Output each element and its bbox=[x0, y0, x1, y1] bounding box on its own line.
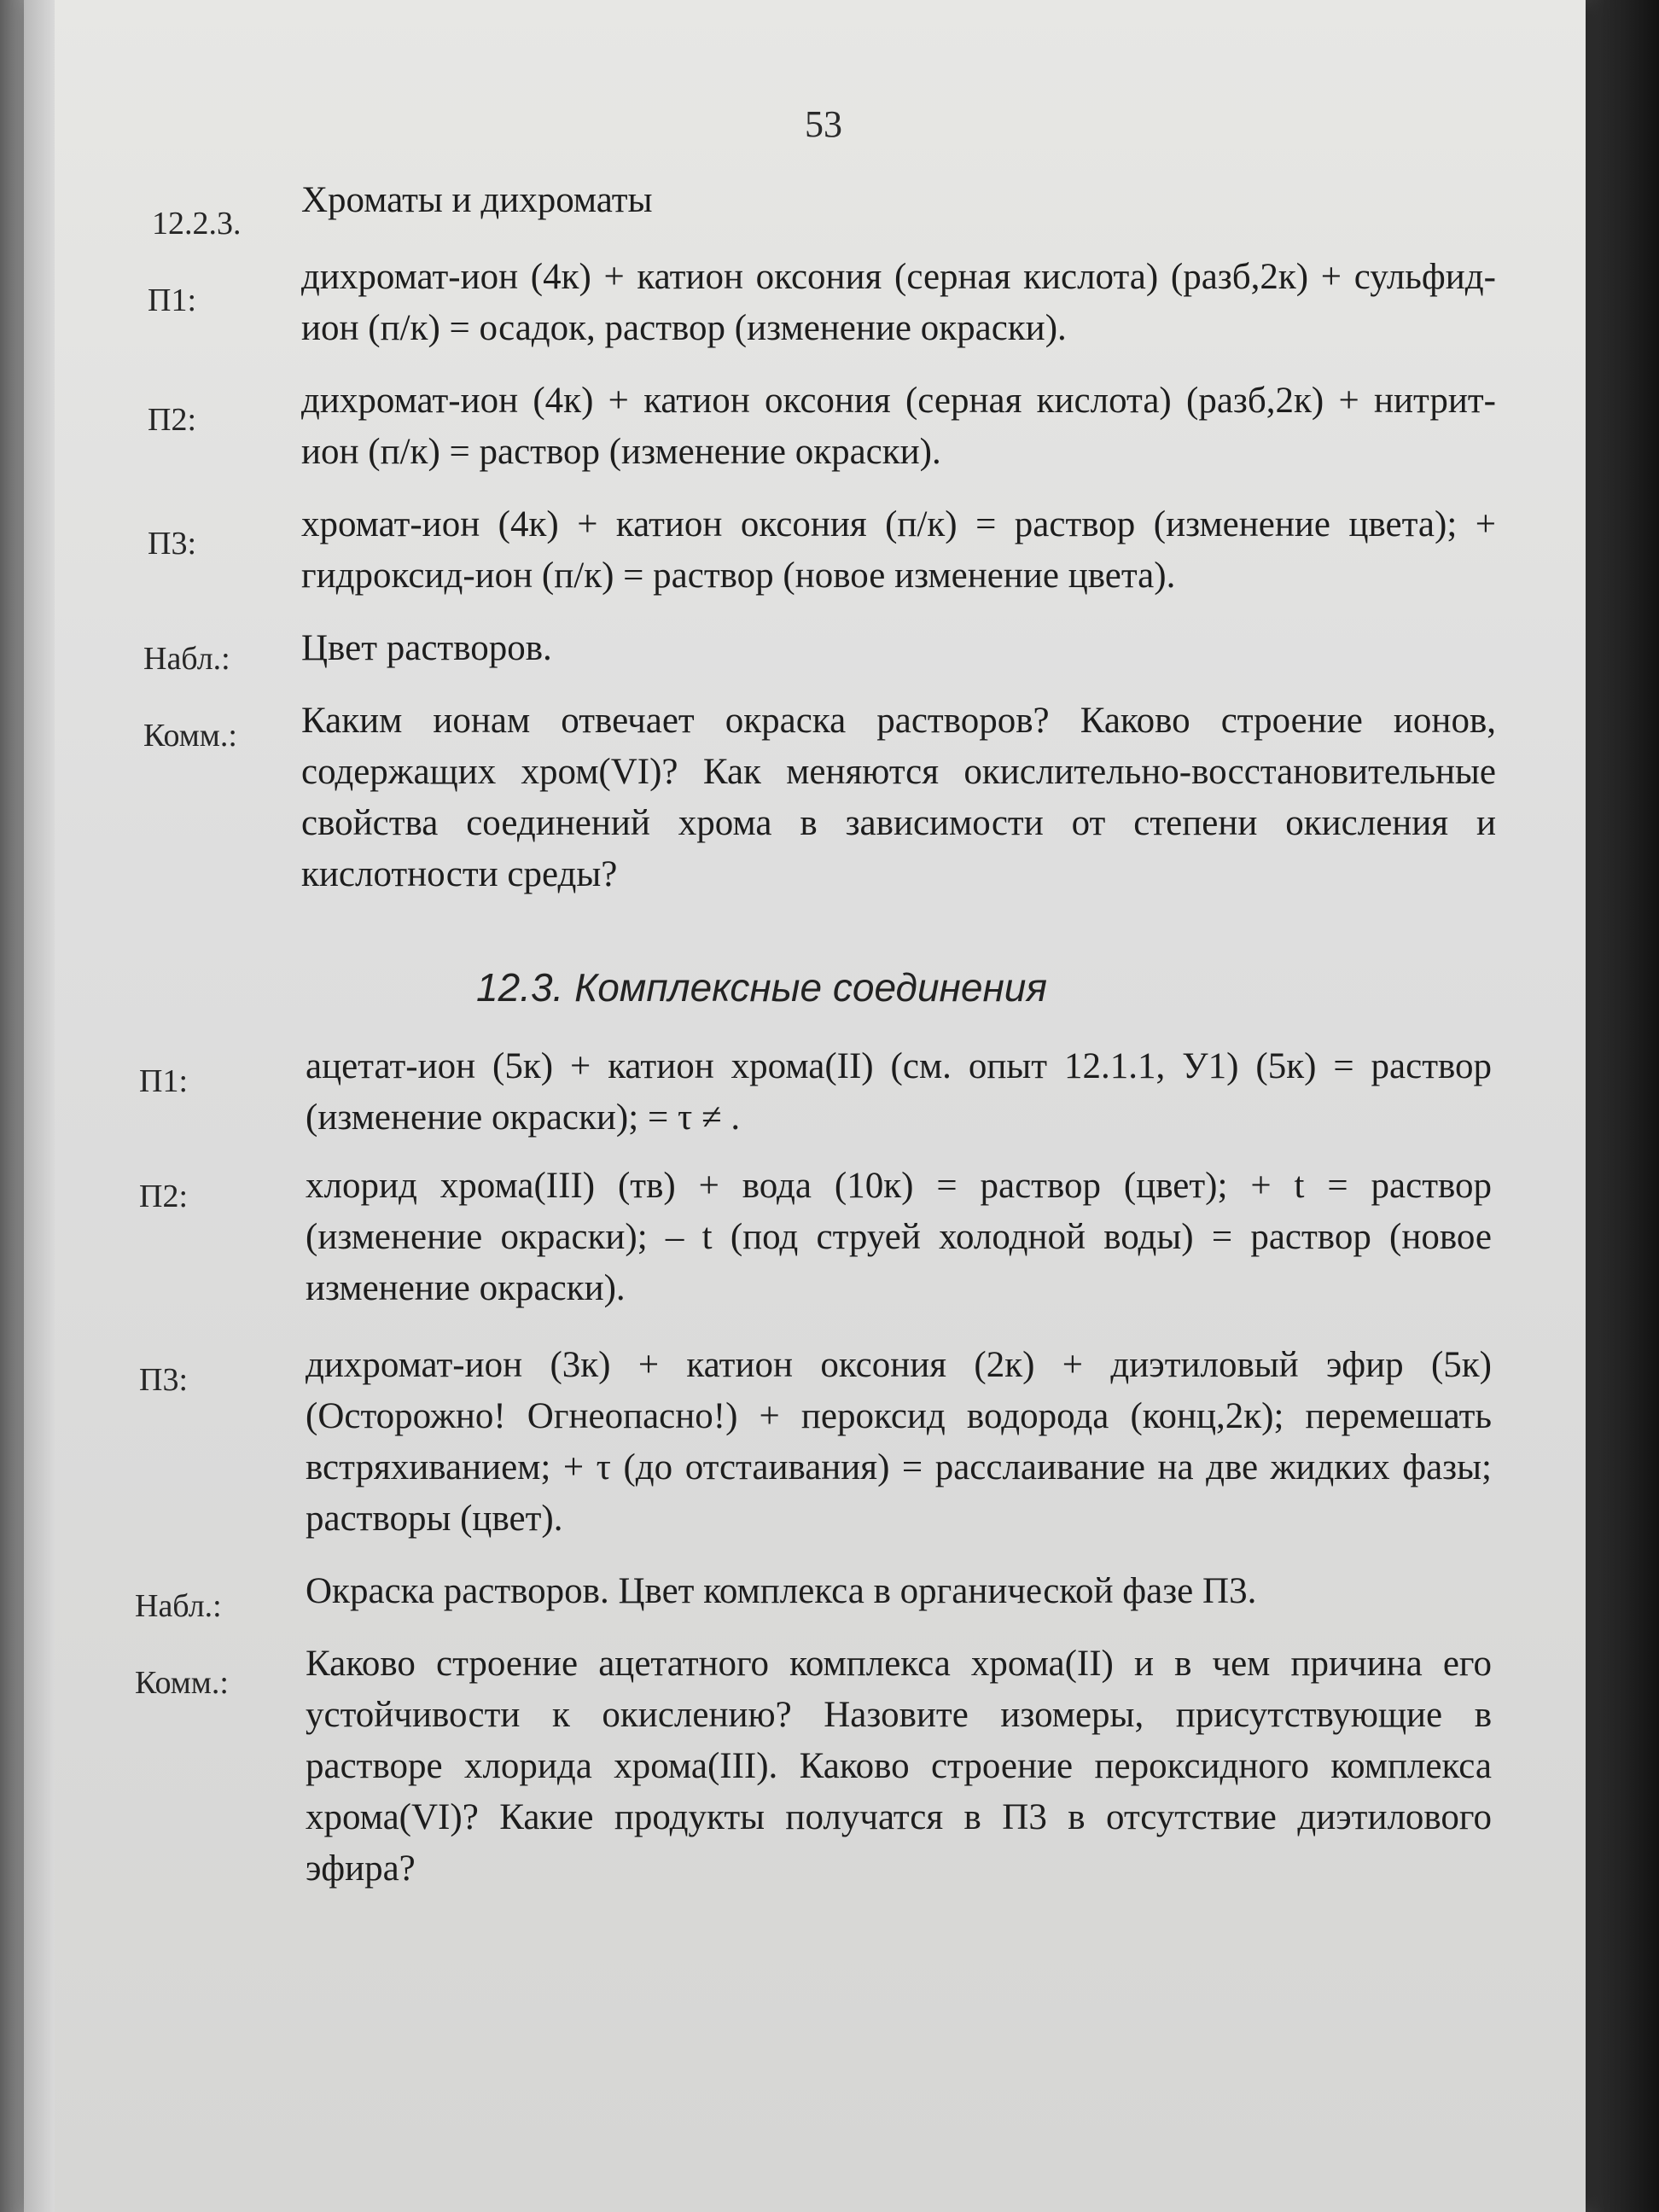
section-title: Хроматы и дихроматы bbox=[301, 180, 653, 220]
item-label: П3: bbox=[148, 526, 196, 562]
book-page bbox=[24, 0, 1586, 2212]
observation-label: Набл.: bbox=[143, 641, 230, 677]
observation-text: Цвет растворов. bbox=[301, 628, 552, 668]
comment-label: Комм.: bbox=[135, 1665, 229, 1701]
page-fold bbox=[24, 0, 55, 2212]
item-label: П1: bbox=[139, 1063, 188, 1099]
comment-text: Каково строение ацетатного комплекса хрома(II) и в чем причина его устойчивости к окислению? Назовите изомеры, присутствующие в растворе хлорида хрома(III). Каково строение пероксидного комплекса хрома(VI)? Какие продукты получатся в П3 в отсутствие диэтилового эфира? bbox=[306, 1644, 1492, 1889]
item-label: П3: bbox=[139, 1362, 188, 1398]
comment-label: Комм.: bbox=[143, 718, 237, 754]
item-text: ацетат-ион (5к) + катион хрома(II) (см. опыт 12.1.1, У1) (5к) = раствор (изменение окраски); = τ ≠ . bbox=[306, 1046, 1492, 1138]
page-number: 53 bbox=[805, 103, 842, 145]
item-label: П2: bbox=[139, 1179, 188, 1214]
section-number: 12.2.3. bbox=[152, 206, 242, 242]
comment-text: Каким ионам отвечает окраска растворов? Каково строение ионов, содержащих хром(VI)? Как меняются окислительно-восстановительные свойства соединений хрома в зависимости от степени окисления и кислотности среды? bbox=[301, 701, 1496, 894]
observation-text: Окраска растворов. Цвет комплекса в органической фазе П3. bbox=[306, 1571, 1257, 1611]
section-heading: 12.3. Комплексные соединения bbox=[476, 965, 1047, 1010]
observation-label: Набл.: bbox=[135, 1588, 222, 1624]
item-label: П1: bbox=[148, 282, 196, 318]
item-text: дихромат-ион (4к) + катион оксония (серная кислота) (разб,2к) + нитрит-ион (п/к) = раствор (изменение окраски). bbox=[301, 381, 1496, 472]
item-text: хромат-ион (4к) + катион оксония (п/к) = раствор (изменение цвета); + гидроксид-ион (п/к) = раствор (новое изменение цвета). bbox=[301, 504, 1496, 596]
item-text: хлорид хрома(III) (тв) + вода (10к) = раствор (цвет); + t = раствор (изменение окраски); – t (под струей холодной воды) = раствор (новое изменение окраски). bbox=[306, 1166, 1492, 1308]
item-label: П2: bbox=[148, 402, 196, 438]
item-text: дихромат-ион (4к) + катион оксония (серная кислота) (разб,2к) + сульфид-ион (п/к) = осадок, раствор (изменение окраски). bbox=[301, 257, 1496, 348]
item-text: дихромат-ион (3к) + катион оксония (2к) + диэтиловый эфир (5к) (Осторожно! Огнеопасно!) + пероксид водорода (конц,2к); перемешать встряхиванием; + τ (до отстаивания) = расслаивание на две жидких фазы; растворы (цвет). bbox=[306, 1345, 1492, 1539]
